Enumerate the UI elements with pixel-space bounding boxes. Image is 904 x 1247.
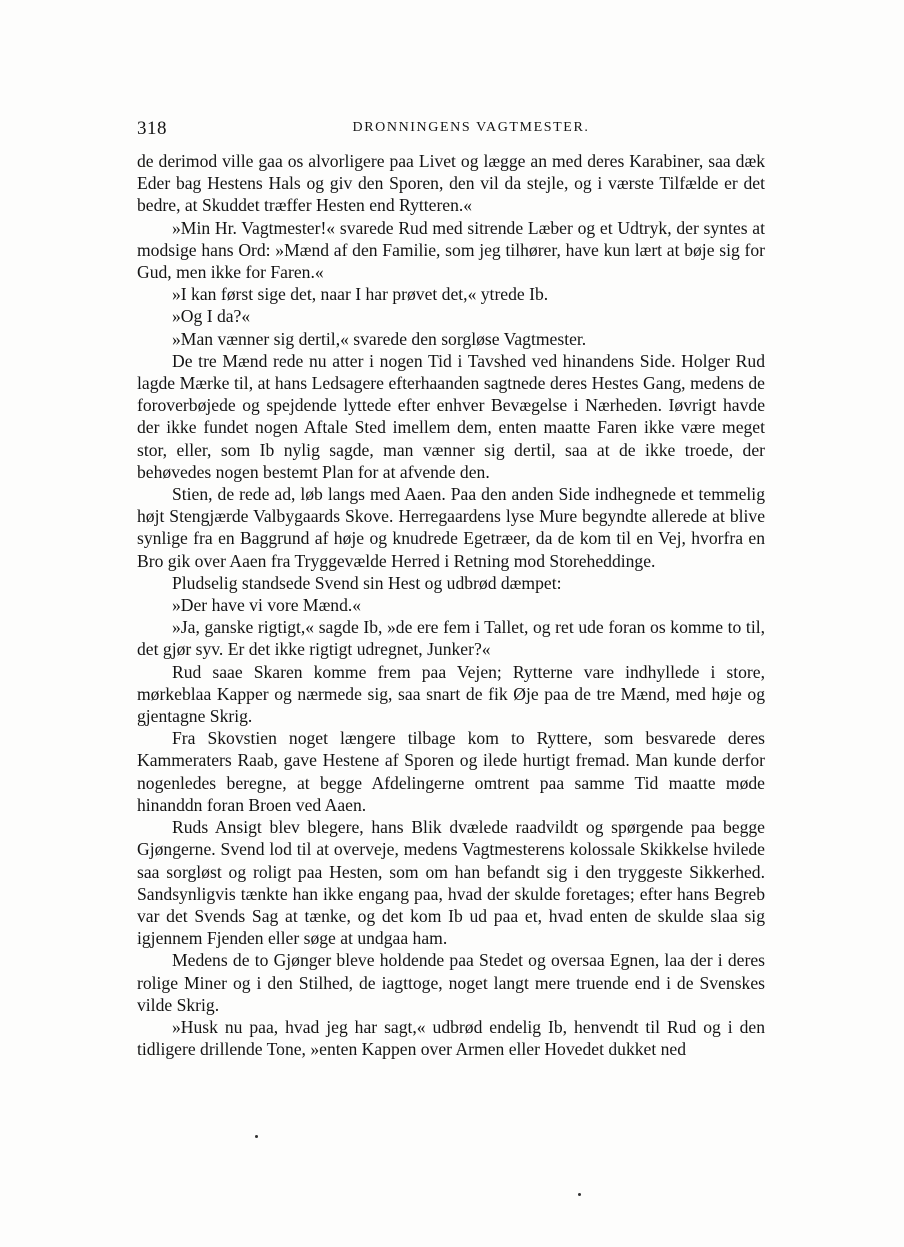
paragraph: »I kan først sige det, naar I har prøvet det,« ytrede Ib.: [172, 284, 549, 305]
page-number: 318: [137, 118, 167, 139]
ink-speck: [578, 1193, 581, 1196]
paragraph: Medens de to Gjønger bleve holdende paa Stedet og oversaa Egnen, laa der i deres rolige Miner og i den Stilhed, de iagttoge, noget langt mere truende end i de Svenskes vilde Skrig.: [137, 950, 765, 1015]
paragraph: »Man vænner sig dertil,« svarede den sorgløse Vagtmester.: [172, 328, 587, 349]
ink-speck: [255, 1135, 258, 1138]
paragraph: »Ja, ganske rigtigt,« sagde Ib, »de ere fem i Tallet, og ret ude foran os komme to til, det gjør syv. Er det ikke rigtigt udregnet, Junker?«: [137, 617, 765, 660]
paragraph: De tre Mænd rede nu atter i nogen Tid i Tavshed ved hinandens Side. Holger Rud lagde Mærke til, at hans Ledsagere efterhaanden sagtnede deres Hestes Gang, medens de foroverbøjede og spejdende lyttede efter enhver Bevægelse i Nærheden. Iøvrigt havde der ikke fundet nogen Aftale Sted imellem dem, enten maatte Faren ikke være meget stor, eller, som Ib nylig sagde, man vænner sig dertil, saa at de ikke troede, der behøvedes nogen bestemt Plan for at afvende den.: [137, 350, 765, 482]
paragraph: »Og I da?«: [172, 306, 251, 327]
paragraph: »Husk nu paa, hvad jeg har sagt,« udbrød endelig Ib, henvendt til Rud og i den tidligere drillende Tone, »enten Kappen over Armen eller Hovedet dukket ned: [137, 1016, 765, 1060]
paragraph: Pludselig standsede Svend sin Hest og udbrød dæmpet:: [172, 572, 562, 593]
paragraph: Rud saae Skaren komme frem paa Vejen; Rytterne vare indhyllede i store, mørkeblaa Kapper og nærmede sig, saa snart de fik Øje paa de tre Mænd, med høje og gjentagne Skrig.: [137, 661, 765, 727]
page-header: [137, 118, 765, 142]
paragraph: de derimod ville gaa os alvorligere paa Livet og lægge an med deres Karabiner, saa dæk Eder bag Hestens Hals og giv den Sporen, den vil da stejle, og i værste Tilfælde er det bedre, at Skuddet træffer Hesten end Rytteren.«: [137, 151, 765, 216]
paragraph: Stien, de rede ad, løb langs med Aaen. Paa den anden Side indhegnede et temmelig højt Stengjærde Valbygaards Skove. Herregaardens lyse Mure begyndte allerede at blive synlige fra en Baggrund af høje og knudrede Egetræer, da de kom til en Vej, hvorfra en Bro gik over Aaen fra Tryggevælde Herred i Retning mod Storeheddinge.: [137, 484, 765, 571]
body-text: [137, 150, 765, 1060]
paragraph: »Min Hr. Vagtmester!« svarede Rud med sitrende Læber og et Udtryk, der syntes at modsige hans Ord: »Mænd af den Familie, som jeg tilhører, have kun lært at bøje sig for Gud, men ikke for Faren.«: [137, 217, 765, 283]
paragraph: Ruds Ansigt blev blegere, hans Blik dvælede raadvildt og spørgende paa begge Gjøngerne. Svend lod til at overveje, medens Vagtmesterens kolossale Skikkelse hvilede saa sorgløst og roligt paa Hesten, som om han befandt sig i den tryggeste Sikkerhed. Sandsynligvis tænkte han ikke engang paa, hvad der skulde foretages; efter hans Begreb var det Svends Sag at tænke, og det kom Ib ud paa et, hvad enten de skulde slaa sig igjennem Fjenden eller søge at undgaa ham.: [137, 817, 765, 949]
paragraph: Fra Skovstien noget længere tilbage kom to Ryttere, som besvarede deres Kammeraters Raab, gave Hestene af Sporen og ilede hurtigt fremad. Man kunde derfor nogenledes beregne, at begge Afdelingerne omtrent paa samme Tid maatte møde hinanddn foran Broen ved Aaen.: [137, 728, 765, 815]
paragraph: »Der have vi vore Mænd.«: [172, 595, 362, 616]
running-title: DRONNINGENS VAGTMESTER.: [352, 120, 590, 135]
